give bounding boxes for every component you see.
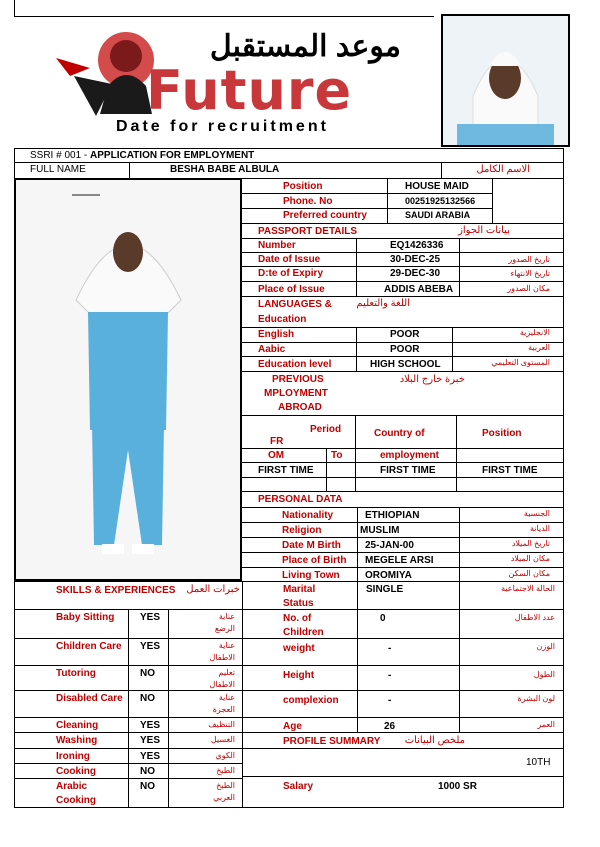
rule — [356, 327, 357, 372]
skill-label: Cleaning — [56, 720, 99, 731]
skill-label: Cooking — [56, 766, 96, 777]
rule — [242, 371, 563, 372]
rule — [242, 638, 563, 639]
rule — [456, 415, 457, 491]
rule — [14, 581, 563, 582]
education-label: Education level — [258, 359, 332, 370]
religion-value: MUSLIM — [360, 525, 400, 536]
rule — [242, 266, 563, 267]
rule — [242, 415, 563, 416]
passport-number-label: Number — [258, 240, 296, 251]
full-name-label: FULL NAME — [30, 164, 86, 175]
full-name-value: BESHA BABE ALBULA — [170, 164, 280, 175]
passport-title: PASSPORT DETAILS — [258, 226, 358, 237]
weight-value: - — [388, 643, 392, 654]
height-label: Height — [283, 670, 315, 681]
position-value: HOUSE MAID — [405, 181, 469, 192]
skill-value: NO — [140, 781, 155, 792]
rule — [357, 507, 358, 581]
rule — [355, 415, 356, 491]
pob-value: MEGELE ARSI — [365, 555, 434, 566]
first-time-position: FIRST TIME — [482, 465, 538, 476]
rule — [128, 609, 129, 807]
skill-ar: الطبخ — [216, 781, 235, 790]
issue-ar: تاريخ الصدور — [508, 255, 550, 264]
age-label: Age — [283, 721, 302, 732]
skill-ar-2: العربي — [213, 793, 235, 802]
phone-label: Phone. No — [283, 196, 333, 207]
rule — [242, 208, 492, 209]
skill-value: YES — [140, 641, 161, 652]
rule — [14, 162, 564, 163]
arabic-label: Aabic — [258, 344, 286, 355]
skill-label: Arabic — [56, 781, 88, 792]
skill-value: NO — [140, 693, 155, 704]
nationality-value: ETHIOPIAN — [365, 510, 420, 521]
skill-ar: عناية — [218, 641, 235, 650]
first-time-country: FIRST TIME — [380, 465, 436, 476]
arabic-value: POOR — [390, 344, 420, 355]
complexion-ar: لون البشرة — [517, 694, 555, 703]
rule — [242, 296, 563, 297]
applicant-full-body-photo — [14, 178, 242, 581]
dob-label: Date M Birth — [282, 540, 341, 551]
children-value: 0 — [380, 613, 386, 624]
rule — [387, 178, 388, 224]
rule — [492, 178, 493, 224]
experience-title-2: MPLOYMENT — [264, 388, 328, 399]
employment-label: employment — [380, 450, 439, 461]
weight-label: weight — [283, 643, 315, 654]
skill-label: Washing — [56, 735, 98, 746]
rule — [452, 327, 453, 372]
children-label-1: No. of — [283, 613, 312, 624]
nationality-ar: الجنسية — [523, 509, 550, 518]
rule — [242, 732, 563, 733]
rule — [242, 238, 563, 239]
rule — [242, 223, 563, 224]
passport-number-value: EQ1426336 — [390, 240, 444, 251]
rule — [242, 252, 563, 253]
marital-label-1: Marital — [283, 584, 316, 595]
town-label: Living Town — [282, 570, 340, 581]
rule — [242, 690, 563, 691]
summary-title: PROFILE SUMMARY — [283, 736, 381, 747]
company-logo — [56, 24, 406, 136]
exp-position-label: Position — [482, 428, 522, 439]
skill-ar-2: الاطفال — [209, 680, 235, 689]
height-value: - — [388, 670, 392, 681]
rule — [242, 281, 563, 282]
skill-ar: التنظيف — [208, 720, 235, 729]
rule — [242, 717, 563, 718]
first-time-period: FIRST TIME — [258, 465, 314, 476]
skill-value: YES — [140, 720, 161, 731]
tagline: Date for recruitment — [116, 118, 329, 135]
marital-ar: الحالة الاجتماعية — [501, 584, 555, 593]
skill-ar: عناية — [218, 612, 235, 621]
height-ar: الطول — [533, 670, 555, 679]
skill-value: NO — [140, 766, 155, 777]
religion-label: Religion — [282, 525, 322, 536]
expiry-ar: تاريخ الانتهاء — [510, 269, 550, 278]
children-label-2: Children — [283, 627, 324, 638]
skill-label: Ironing — [56, 751, 90, 762]
skill-label: Children Care — [56, 641, 122, 652]
rule — [242, 491, 563, 492]
skill-ar: الغسيل — [210, 735, 235, 744]
dob-ar: تاريخ الميلاد — [511, 539, 550, 548]
rule — [459, 507, 460, 581]
rule — [14, 148, 564, 149]
pob-ar: مكان الميلاد — [510, 554, 550, 563]
skill-label: Tutoring — [56, 668, 96, 679]
education-value: HIGH SCHOOL — [370, 359, 441, 370]
skill-ar-2: الاطفال — [209, 653, 235, 662]
place-issue-ar: مكان الصدور — [507, 284, 550, 293]
skill-ar: عناية — [218, 693, 235, 702]
skill-ar-2: الرضع — [214, 624, 235, 633]
from-label-1: FR — [270, 436, 284, 447]
skills-title: SKILLS & EXPERIENCES — [56, 585, 176, 596]
town-value: OROMIYA — [365, 570, 412, 581]
rule — [242, 537, 563, 538]
skills-title-ar: خبرات العمل — [186, 584, 240, 595]
skill-label: Disabled Care — [56, 693, 123, 704]
summary-title-ar: ملخص البيانات — [404, 735, 465, 746]
rule — [242, 665, 563, 666]
country-of-label: Country of — [374, 428, 425, 439]
expiry-label: D:te of Expiry — [258, 268, 324, 279]
skill-value: YES — [140, 612, 161, 623]
skill-ar: الطبخ — [216, 766, 235, 775]
applicant-portrait-photo — [441, 14, 570, 147]
age-ar: العمر — [537, 720, 555, 729]
languages-title: LANGUAGES & — [258, 299, 332, 310]
rule — [459, 238, 460, 296]
salary-label: Salary — [283, 781, 314, 792]
skill-row-rule — [14, 807, 242, 808]
town-ar: مكان السكن — [508, 569, 550, 578]
languages-title-2: Education — [258, 314, 307, 325]
age-value: 26 — [384, 721, 396, 732]
phone-value: 00251925132566 — [405, 196, 476, 206]
personal-title: PERSONAL DATA — [258, 494, 343, 505]
marital-value: SINGLE — [366, 584, 404, 595]
english-ar: الانجليزية — [519, 328, 550, 337]
rule — [356, 238, 357, 296]
rule — [326, 448, 327, 491]
rule — [242, 567, 563, 568]
country-value: SAUDI ARABIA — [405, 210, 471, 220]
rule — [357, 581, 358, 732]
rule — [242, 609, 563, 610]
issue-value: 30-DEC-25 — [390, 254, 441, 265]
complexion-label: complexion — [283, 695, 339, 706]
rule — [168, 609, 169, 807]
religion-ar: الديانة — [529, 524, 550, 533]
rule — [242, 581, 243, 807]
top-rule — [14, 16, 434, 17]
rule — [242, 448, 563, 449]
nationality-label: Nationality — [282, 510, 334, 521]
skill-value: YES — [140, 751, 161, 762]
rule — [441, 162, 442, 178]
rule — [242, 748, 563, 749]
full-name-ar: الاسم الكامل — [476, 164, 530, 175]
skill-ar-2: العجزة — [212, 705, 235, 714]
english-label: English — [258, 329, 295, 340]
full-body-graphic — [16, 180, 240, 579]
rule — [242, 193, 492, 194]
skill-ar: الكوي — [215, 751, 235, 760]
place-issue-value: ADDIS ABEBA — [384, 284, 454, 295]
to-label: To — [331, 450, 343, 461]
skill-value: NO — [140, 668, 155, 679]
skill-label: Baby Sitting — [56, 612, 115, 623]
experience-title-ar: خبرة خارج البلاد — [399, 374, 465, 385]
form-ref: SSRI # 001 - — [30, 150, 91, 161]
issue-label: Date of Issue — [258, 254, 321, 265]
marital-label-2: Status — [283, 598, 314, 609]
dob-value: 25-JAN-00 — [365, 540, 414, 551]
skill-value: YES — [140, 735, 161, 746]
summary-note: 10TH — [526, 757, 551, 768]
skill-label-2: Cooking — [56, 795, 96, 806]
frame-right — [563, 148, 564, 807]
form-title-text: APPLICATION FOR EMPLOYMENT — [90, 150, 255, 161]
education-ar: المستوى التعليمي — [491, 358, 550, 367]
rule — [242, 356, 563, 357]
complexion-value: - — [388, 695, 392, 706]
experience-title-1: PREVIOUS — [272, 374, 324, 385]
from-label-2: OM — [268, 450, 285, 461]
rule — [459, 581, 460, 732]
rule — [242, 477, 563, 478]
top-left-mark — [14, 0, 15, 16]
arabic-ar: العربية — [528, 343, 550, 352]
english-value: POOR — [390, 329, 420, 340]
skill-ar: تعليم — [218, 668, 235, 677]
passport-title-ar: بيانات الجواز — [458, 225, 510, 236]
position-label: Position — [283, 181, 323, 192]
experience-title-3: ABROAD — [278, 402, 322, 413]
weight-ar: الوزن — [536, 642, 555, 651]
rule — [129, 162, 130, 178]
period-label: Period — [310, 424, 342, 435]
place-issue-label: Place of Issue — [258, 284, 325, 295]
country-label: Preferred country — [283, 210, 367, 221]
languages-title-ar: اللغة والتعليم — [356, 298, 410, 309]
brand-arabic: موعد المستقبل — [209, 30, 401, 63]
rule — [242, 462, 563, 463]
expiry-value: 29-DEC-30 — [390, 268, 441, 279]
form-title — [30, 150, 254, 161]
pob-label: Place of Birth — [282, 555, 347, 566]
salary-value: 1000 SR — [438, 781, 477, 792]
brand-name: Future — [146, 59, 353, 122]
portrait-graphic — [443, 16, 568, 145]
rule — [242, 776, 563, 777]
rule — [242, 507, 563, 508]
rule — [242, 522, 563, 523]
rule — [242, 552, 563, 553]
children-ar: عدد الاطفال — [514, 613, 555, 622]
